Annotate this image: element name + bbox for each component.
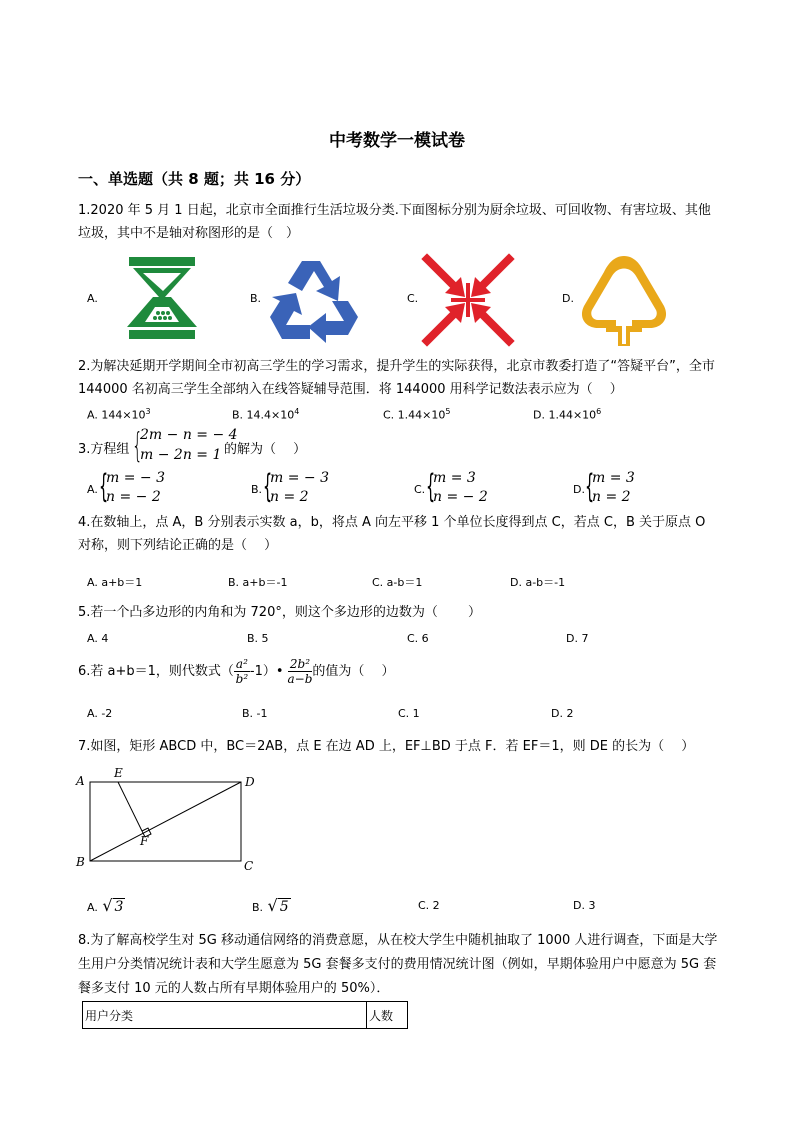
q6-suffix: 的值为（ ） xyxy=(312,664,395,679)
vertex-label-a: A xyxy=(76,774,85,788)
q6-option-d: D. 2 xyxy=(551,707,574,720)
question-6 xyxy=(78,654,395,690)
q4-option-a: A. a+b＝1 xyxy=(87,576,143,589)
question-1-text: 1.2020 年 5 月 1 日起，北京市全面推行生活垃圾分类.下面图标分别为厨余垃圾、可回收物、有害垃圾、其他垃圾，其中不是轴对称图形的是（ ） xyxy=(78,203,711,241)
q1-option-a: A. xyxy=(87,292,98,305)
kitchen-waste-icon xyxy=(125,255,199,341)
q7-option-b: B. √ 5 xyxy=(252,896,289,915)
q3-eq1: 2m − n = − 4 xyxy=(140,427,238,443)
q3-eq2: m − 2n = 1 xyxy=(140,447,222,463)
q4-option-c: C. a-b＝1 xyxy=(372,576,423,589)
section-heading: 一、单选题（共 8 题；共 16 分） xyxy=(78,170,311,188)
q6-prefix: 6.若 a+b＝1，则代数式（ xyxy=(78,664,234,679)
point-label-e: E xyxy=(114,766,123,780)
table-header-cell: 用户分类 xyxy=(83,1002,367,1029)
rectangle-diagram xyxy=(72,765,262,875)
recycle-icon xyxy=(268,257,360,343)
q5-option-d: D. 7 xyxy=(566,632,589,645)
question-8-text: 8.为了解高校学生对 5G 移动通信网络的消费意愿，从在校大学生中随机抽取了 1000 人进行调查，下面是大学生用户分类情况统计表和大学生愿意为 5G 套餐多支付的费用情况统计图（例如，早期体验用户中愿意为 5G 套餐多支付 10 元的人数占所有早期体验用户的 50%）． xyxy=(78,933,718,996)
page-title: 中考数学一模试卷 xyxy=(329,131,465,151)
q4-option-b: B. a+b＝-1 xyxy=(228,576,288,589)
q2-option-b: B. $14.4\times 10^4$ xyxy=(232,407,300,422)
q4-option-d: D. a-b＝-1 xyxy=(510,576,566,589)
q3-prefix: 3.方程组 xyxy=(78,442,130,457)
q6-option-a: A. -2 xyxy=(87,707,113,720)
table-row xyxy=(83,1002,408,1029)
vertex-label-d: D xyxy=(245,775,255,789)
q7-option-a: A. √ 3 xyxy=(87,896,124,915)
q6-mid: -1）• xyxy=(249,664,284,679)
left-brace-icon: { xyxy=(132,426,143,466)
other-waste-icon xyxy=(580,254,668,346)
q3-options: A. { m = − 3 n = − 2 B. { m = − 3 n = 2 C. { m = 3 n = − 2 D. { m = 3 n = 2 xyxy=(87,467,635,505)
q5-option-b: B. 5 xyxy=(247,632,269,645)
question-4-text: 4.在数轴上，点 A，B 分别表示实数 a，b，将点 A 向左平移 1 个单位长度得到点 C，若点 C，B 关于原点 O 对称，则下列结论正确的是（ ） xyxy=(78,515,706,553)
left-brace-icon: { xyxy=(263,467,273,505)
q2-option-d: D. $1.44\times 10^6$ xyxy=(533,407,602,422)
question-7-text: 7.如图，矩形 ABCD 中，BC＝2AB，点 E 在边 AD 上，EF⊥BD 于点 F．若 EF＝1，则 DE 的长为（ ） xyxy=(78,739,695,754)
q7-option-c: C. 2 xyxy=(418,899,440,912)
left-brace-icon: { xyxy=(99,467,109,505)
table-header-cell: 人数 xyxy=(367,1002,408,1029)
q2-option-c: C. $1.44\times 10^5$ xyxy=(383,407,451,422)
q5-option-c: C. 6 xyxy=(407,632,429,645)
q3-suffix: 的解为（ ） xyxy=(224,442,307,457)
sqrt-icon: √ xyxy=(267,896,278,915)
q5-option-a: A. 4 xyxy=(87,632,109,645)
q2-option-a: A. $144\times 10^3$ xyxy=(87,407,151,422)
user-category-table xyxy=(82,1001,408,1029)
left-brace-icon: { xyxy=(426,467,436,505)
q1-option-b: B. xyxy=(250,292,262,305)
question-5-text: 5.若一个凸多边形的内角和为 720°，则这个多边形的边数为（ ） xyxy=(78,605,481,620)
point-label-f: F xyxy=(140,834,149,848)
q6-option-c: C. 1 xyxy=(398,707,420,720)
vertex-label-b: B xyxy=(76,855,85,869)
vertex-label-c: C xyxy=(244,859,254,873)
sqrt-icon: √ xyxy=(102,896,113,915)
q6-option-b: B. -1 xyxy=(242,707,268,720)
q1-option-d: D. xyxy=(562,292,574,305)
q7-option-d: D. 3 xyxy=(573,899,596,912)
question-2-text: 2.为解决延期开学期间全市初高三学生的学习需求，提升学生的实际获得，北京市教委打造了“答疑平台”，全市 144000 名初高三学生全部纳入在线答疑辅导范围．将 144000 用科学记数法表示应为（ ） xyxy=(78,359,715,397)
hazardous-waste-icon xyxy=(421,253,515,347)
left-brace-icon: { xyxy=(585,467,595,505)
q6-fraction-2: $\frac{\text{2b²}}{a-b}$ xyxy=(287,657,313,686)
q6-fraction-1: $\frac{\text{a²}}{\text{b²}}$ xyxy=(235,657,249,686)
q1-option-c: C. xyxy=(407,292,419,305)
